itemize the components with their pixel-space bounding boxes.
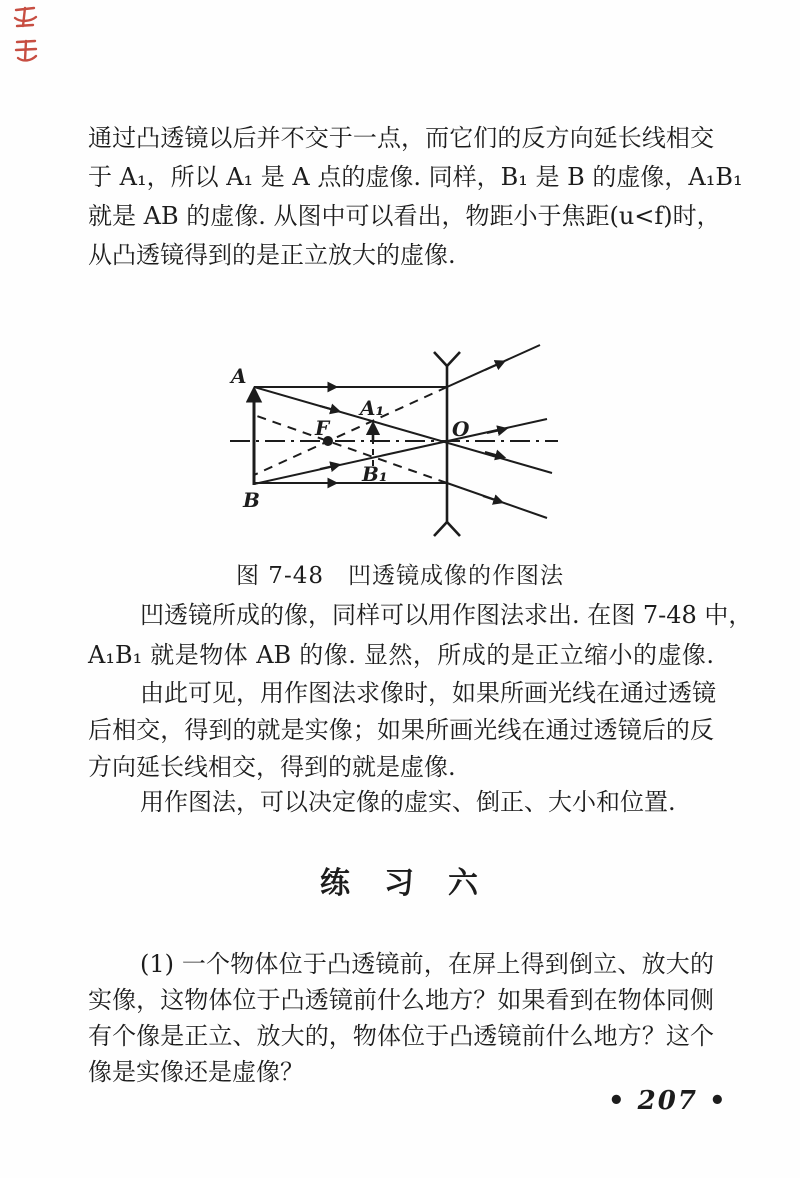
- text-line: 后相交，得到的就是实像；如果所画光线在通过透镜后的反: [88, 716, 714, 744]
- paragraph-4: [88, 783, 714, 822]
- text-line: 由此可见，用作图法求像时，如果所画光线在通过透镜: [140, 679, 716, 707]
- label-A: A: [231, 364, 247, 388]
- label-A1: A₁: [360, 396, 385, 420]
- text-line: 方向延长线相交，得到的就是虚像.: [88, 753, 456, 781]
- label-F: F: [315, 416, 330, 440]
- text-line: 于 A₁，所以 A₁ 是 A 点的虚像. 同样，B₁ 是 B 的虚像，A₁B₁: [88, 163, 743, 191]
- exercise-1-paragraph: [88, 946, 714, 1090]
- text-line: A₁B₁ 就是物体 AB 的像. 显然，所成的是正立缩小的虚像.: [88, 641, 714, 669]
- label-B1: B₁: [362, 462, 388, 486]
- red-ink-mark: [15, 8, 36, 26]
- text-line: 有个像是正立、放大的，物体位于凸透镜前什么地方？这个: [88, 1022, 714, 1050]
- text-line: 用作图法，可以决定像的虚实、倒正、大小和位置.: [140, 788, 676, 816]
- paragraph-3: [88, 675, 714, 786]
- paragraph-2: [88, 595, 753, 675]
- figure-7-48-ray-diagram: [195, 333, 635, 551]
- text-line: (1) 一个物体位于凸透镜前，在屏上得到倒立、放大的: [140, 950, 714, 978]
- text-line: 从凸透镜得到的是正立放大的虚像.: [88, 241, 456, 269]
- red-ink-marks: [8, 2, 52, 74]
- text-line: 就是 AB 的虚像. 从图中可以看出，物距小于焦距(u<f)时，: [88, 202, 721, 230]
- ray-a-through-center: [254, 387, 552, 473]
- label-B: B: [243, 488, 260, 512]
- extension-through-F-lower: [254, 415, 447, 483]
- figure-caption: 图 7-48 凹透镜成像的作图法: [236, 563, 564, 589]
- page-number: • 207 •: [608, 1086, 728, 1116]
- text-line: 通过凸透镜以后并不交于一点，而它们的反方向延长线相交: [88, 124, 714, 152]
- paragraph-1: [88, 119, 743, 275]
- label-O: O: [452, 417, 470, 441]
- red-ink-mark: [16, 41, 36, 60]
- text-line: 实像，这物体位于凸透镜前什么地方？如果看到在物体同侧: [88, 986, 714, 1014]
- section-heading-exercise-6: 练 习 六: [320, 866, 480, 901]
- text-line: 像是实像还是虚像？: [88, 1058, 304, 1086]
- text-line: 凹透镜所成的像，同样可以用作图法求出. 在图 7-48 中，: [140, 601, 753, 629]
